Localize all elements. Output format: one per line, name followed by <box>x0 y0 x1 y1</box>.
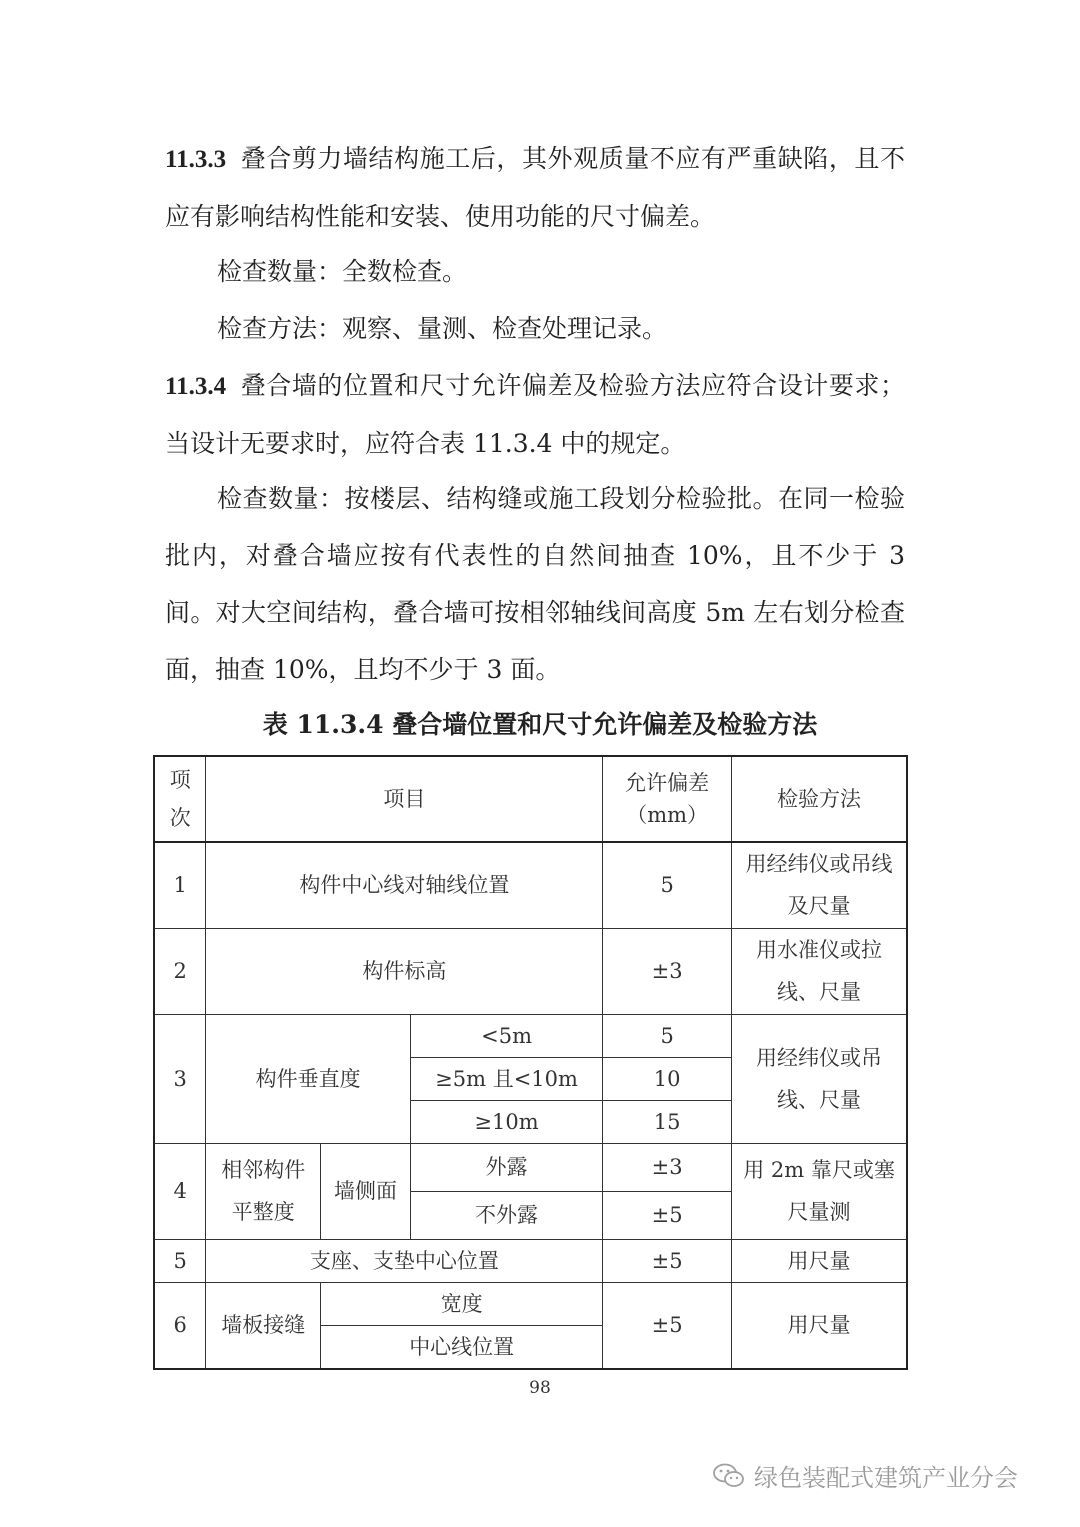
header-no: 项次 <box>154 756 206 842</box>
row-item: 支座、支垫中心位置 <box>206 1239 603 1282</box>
check-method-1: 检查方法：观察、量测、检查处理记录。 <box>217 314 668 343</box>
row-item: 构件中心线对轴线位置 <box>206 842 603 928</box>
row-subitem: 墙侧面 <box>321 1143 411 1239</box>
row-tolerance: ±5 <box>603 1239 732 1282</box>
table-row <box>154 1239 907 1282</box>
row-tolerance: ±3 <box>603 928 732 1014</box>
table-caption: 表 11.3.4 叠合墙位置和尺寸允许偏差及检验方法 <box>262 710 818 739</box>
row-no: 1 <box>154 842 206 928</box>
row-method: 用尺量 <box>732 1282 907 1369</box>
row-method: 用经纬仪或吊线及尺量 <box>732 842 907 928</box>
clause-number: 11.3.4 <box>165 373 227 400</box>
row-no: 2 <box>154 928 206 1014</box>
row-condition: <5m <box>410 1014 602 1057</box>
row-tolerance: ±5 <box>603 1282 732 1369</box>
row-condition: 外露 <box>410 1143 602 1191</box>
table-header-row <box>154 756 907 842</box>
row-tolerance: ±5 <box>603 1191 732 1239</box>
row-no: 6 <box>154 1282 206 1369</box>
row-condition: ≥10m <box>410 1100 602 1143</box>
table-row <box>154 1282 907 1325</box>
table-row <box>154 842 907 928</box>
row-no: 4 <box>154 1143 206 1239</box>
row-item: 构件垂直度 <box>206 1014 410 1143</box>
row-tolerance: 5 <box>603 1014 732 1057</box>
row-method: 用尺量 <box>732 1239 907 1282</box>
row-method: 用经纬仪或吊线、尺量 <box>732 1014 907 1143</box>
row-no: 3 <box>154 1014 206 1143</box>
row-method: 用 2m 靠尺或塞尺量测 <box>732 1143 907 1239</box>
watermark <box>712 1458 1018 1493</box>
para-11-3-3 <box>165 130 905 245</box>
row-item: 墙板接缝 <box>206 1282 321 1369</box>
row-condition: 不外露 <box>410 1191 602 1239</box>
page-number: 98 <box>529 1378 551 1398</box>
watermark-text: 绿色装配式建筑产业分会 <box>754 1464 1018 1492</box>
clause-number: 11.3.3 <box>165 146 227 173</box>
row-no: 5 <box>154 1239 206 1282</box>
table-row <box>154 1143 907 1191</box>
check-quantity-1: 检查数量：全数检查。 <box>217 257 468 286</box>
header-tolerance: 允许偏差（mm） <box>603 756 732 842</box>
row-condition: 宽度 <box>321 1282 603 1325</box>
table-row <box>154 928 907 1014</box>
row-condition: 中心线位置 <box>321 1325 603 1369</box>
header-method: 检验方法 <box>732 756 907 842</box>
table-row <box>154 1014 907 1057</box>
check-quantity-2: 检查数量：按楼层、结构缝或施工段划分检验批。在同一检验批内，对叠合墙应按有代表性的自然间抽查 10%，且不少于 3 间。对大空间结构，叠合墙可按相邻轴线间高度 5m 左右划分检查面，抽查 10%，且均不少于 3 面。 <box>165 484 905 684</box>
row-method: 用水准仪或拉线、尺量 <box>732 928 907 1014</box>
row-tolerance: 5 <box>603 842 732 928</box>
header-item: 项目 <box>206 756 603 842</box>
row-tolerance: ±3 <box>603 1143 732 1191</box>
para-11-3-4 <box>165 357 905 472</box>
row-item: 相邻构件平整度 <box>206 1143 321 1239</box>
row-tolerance: 10 <box>603 1057 732 1100</box>
clause-text: 叠合墙的位置和尺寸允许偏差及检验方法应符合设计要求；当设计无要求时，应符合表 11.3.4 中的规定。 <box>165 371 905 458</box>
row-item: 构件标高 <box>206 928 603 1014</box>
row-condition: ≥5m 且<10m <box>410 1057 602 1100</box>
clause-text: 叠合剪力墙结构施工后，其外观质量不应有严重缺陷，且不应有影响结构性能和安装、使用功能的尺寸偏差。 <box>165 144 905 231</box>
wechat-icon <box>712 1462 746 1490</box>
row-tolerance: 15 <box>603 1100 732 1143</box>
tolerance-table <box>153 755 908 1370</box>
